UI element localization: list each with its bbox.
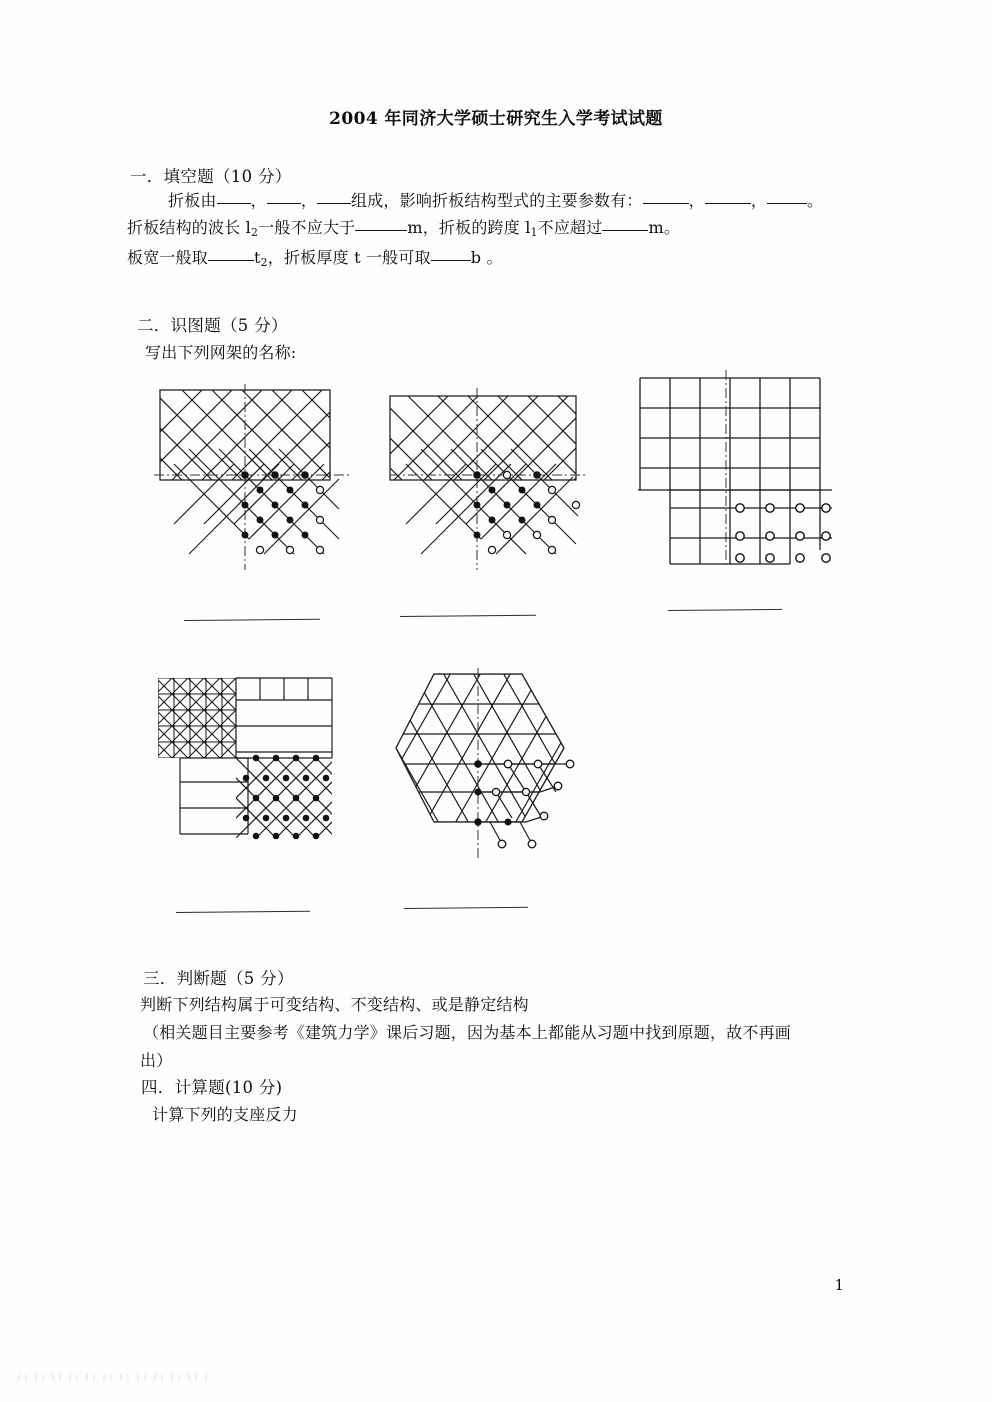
s1-l1-text-d: 组成，影响折板结构型式的主要参数有： [351,191,643,211]
page-number: 1 [834,1276,844,1294]
answer-rule-2[interactable] [400,615,536,617]
s1-l2-text-a: 折板结构的波长 l [127,218,252,238]
section-2-prompt: 写出下列网架的名称: [145,343,297,362]
s1-l3-text-b: t [254,248,261,268]
s1-l1-text-e: ， [688,191,705,211]
s1-blank-4[interactable] [643,188,689,204]
s1-l2-text-e: m。 [648,218,681,238]
s1-l2-text-b: 一般不应大于 [258,218,356,238]
figure-triangular-pyramid-grid [392,666,592,862]
s1-l3-sub: 2 [260,256,268,270]
s1-l3-text-a: 板宽一般取 [127,248,209,268]
s1-blank-1[interactable] [217,188,251,204]
s1-l2-sub-2: 1 [530,226,538,240]
s1-l1-text-g: 。 [807,191,824,211]
s1-blank-6[interactable] [767,188,807,204]
s1-l1-text-c: ， [300,191,318,211]
s1-l3-text-d: b 。 [470,248,503,268]
figure-composite-quadrant-grid [152,668,352,858]
section-2-heading: 二．识图题（5 分） [137,316,288,335]
answer-rule-1[interactable] [184,619,320,621]
s1-l2-text-d: 不应超过 [537,218,603,238]
section-3-heading: 三．判断题（5 分） [143,969,294,988]
section-1-heading: 一．填空题（10 分） [130,167,292,186]
section-1-line-2 [127,215,680,239]
figure-diagonal-square-pyramid-grid-2 [388,382,588,572]
s1-l1-text-a: 折板由 [168,191,217,211]
s1-l3-text-c: ，折板厚度 t 一般可取 [267,248,431,268]
s1-blank-9[interactable] [208,245,254,261]
s1-blank-2[interactable] [267,188,301,204]
s1-blank-7[interactable] [355,215,407,231]
answer-rule-4[interactable] [176,911,310,913]
section-1-line-3 [127,245,503,269]
answer-rule-3[interactable] [668,609,782,611]
figure-diagonal-square-pyramid-grid-1 [152,382,352,572]
s1-l1-text-f: ， [750,191,768,211]
answer-rule-5[interactable] [404,907,528,909]
s1-l2-sub-1: 2 [251,226,259,240]
section-3-line-3: 出） [140,1051,173,1070]
scan-speckle [18,1374,208,1381]
figure-orthogonal-square-grid [630,368,842,568]
section-1-line-1 [168,188,823,211]
section-3-line-1: 判断下列结构属于可变结构、不变结构、或是静定结构 [140,995,529,1014]
page-title: 2004 年同济大学硕士研究生入学考试试题 [329,109,663,129]
s1-l1-text-b: ， [250,191,267,211]
s1-blank-10[interactable] [431,245,471,261]
section-3-line-2: （相关题目主要参考《建筑力学》课后习题，因为基本上都能从习题中找到原题，故不再画 [143,1023,792,1042]
s1-blank-5[interactable] [705,188,751,204]
s1-l2-text-c: m，折板的跨度 l [407,218,531,238]
section-4-heading: 四．计算题(10 分) [141,1078,283,1097]
s1-blank-3[interactable] [317,188,351,204]
s1-blank-8[interactable] [602,215,648,231]
section-4-line-1: 计算下列的支座反力 [152,1105,298,1124]
